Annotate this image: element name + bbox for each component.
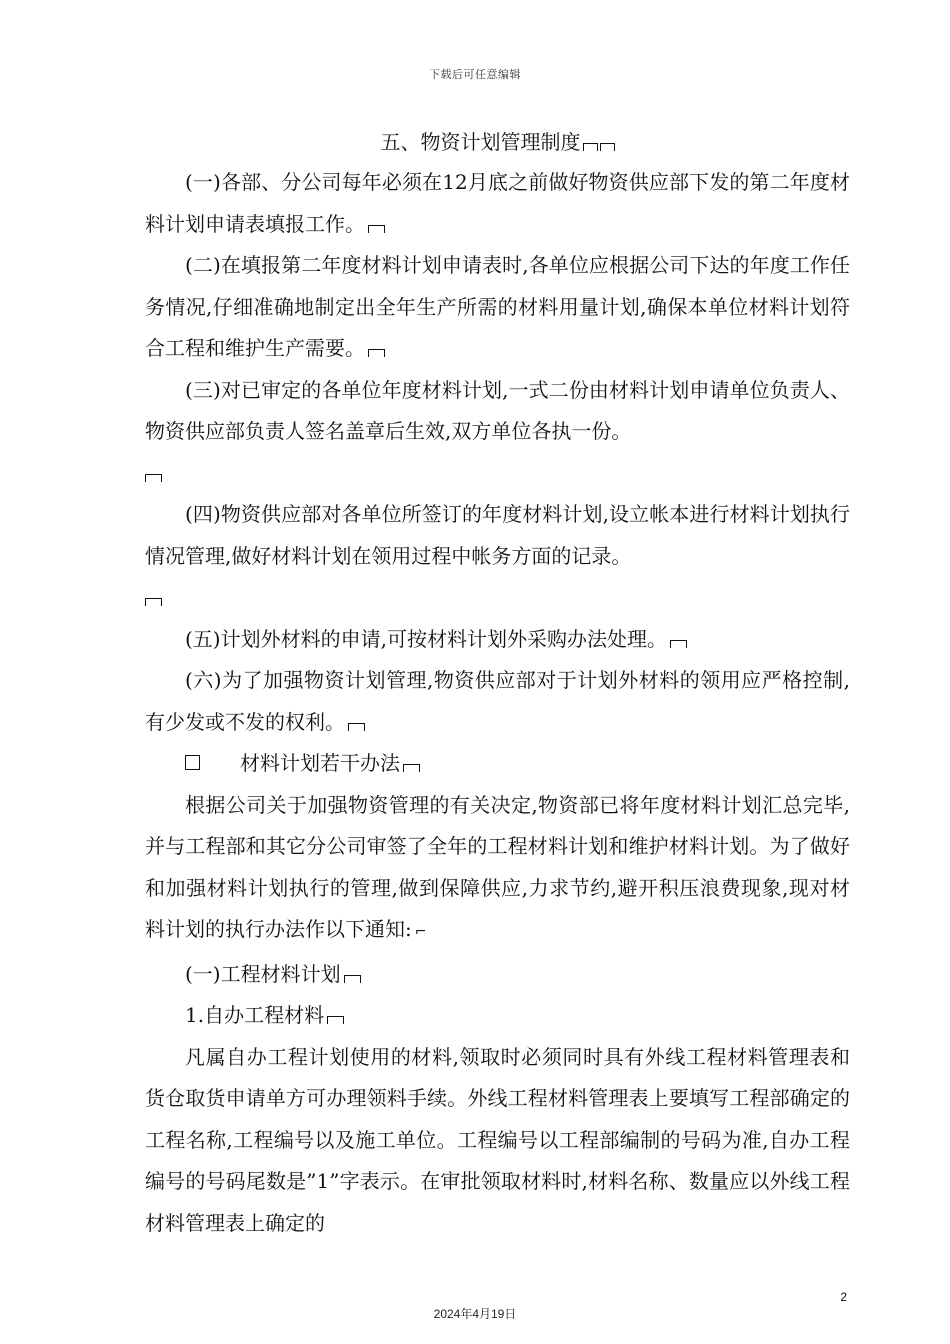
paragraph-item-2: (二)在填报第二年度材料计划申请表时,各单位应根据公司下达的年度工作任务情况,仔细准确地制定出全年生产所需的材料用量计划,确保本单位材料计划符合工程和维护生产需要。 <box>145 253 850 360</box>
paragraph-mark-icon <box>344 975 361 983</box>
paragraph-mark-line <box>145 577 850 619</box>
paragraph-item-4: (四)物资供应部对各单位所签订的年度材料计划,设立帐本进行材料计划执行情况管理,做好材料计划在领用过程中帐务方面的记录。 <box>145 502 850 568</box>
paragraph-item-3: (三)对已审定的各单位年度材料计划,一式二份由材料计划申请单位负责人、物资供应部负责人签名盖章后生效,双方单位各执一份。 <box>145 377 850 443</box>
paragraph-mark-line <box>145 453 850 495</box>
paragraph-mark-icon <box>145 474 162 482</box>
paragraph-self-run-detail: 凡属自办工程计划使用的材料,领取时必须同时具有外线工程材料管理表和货仓取货申请单方可办理领料手续。外线工程材料管理表上要填写工程部确定的工程名称,工程编号以及施工单位。工程编号以工程部编制的号码为准,自办工程编号的号码尾数是”1”字表示。在审批领取材料时,材料名称、数量应以外线工程材料管理表上确定的 <box>145 1044 850 1235</box>
paragraph-mark-icon <box>670 640 687 648</box>
paragraph-mark-icon <box>583 143 598 151</box>
paragraph-mark-icon <box>403 764 420 772</box>
page-number: 2 <box>840 1290 847 1304</box>
document-body <box>145 122 850 1244</box>
paragraph-mark-icon <box>145 598 162 606</box>
paragraph-mark-icon <box>600 143 615 151</box>
paragraph-item-1: (一)各部、分公司每年必须在12月底之前做好物资供应部下发的第二年度材料计划申请表填报工作。 <box>145 170 850 236</box>
paragraph-item-5: (五)计划外材料的申请,可按材料计划外采购办法处理。 <box>145 619 850 661</box>
page-footer-date: 2024年4月19日 <box>433 1307 517 1321</box>
subsection-heading: 材料计划若干办法 <box>145 743 850 785</box>
page-header: 下载后可任意编辑 <box>429 68 521 81</box>
paragraph-self-run: 1.自办工程材料 <box>145 995 850 1037</box>
checkbox-square-icon <box>185 755 200 770</box>
paragraph-item-6: (六)为了加强物资计划管理,物资供应部对于计划外材料的领用应严格控制,有少发或不发的权利。 <box>145 668 850 734</box>
section-title-text: 五、物资计划管理制度 <box>380 130 581 154</box>
section-title <box>145 122 850 162</box>
paragraph-mark-icon <box>348 723 365 731</box>
paragraph-mark-icon <box>368 349 385 357</box>
paragraph-mark-icon <box>327 1016 344 1024</box>
paragraph-engineering-plan: (一)工程材料计划 <box>145 954 850 996</box>
line-break-mark-icon: ⌐ <box>414 924 427 940</box>
paragraph-mark-icon <box>368 225 385 233</box>
paragraph-notice: 根据公司关于加强物资管理的有关决定,物资部已将年度材料计划汇总完毕,并与工程部和其它分公司审签了全年的工程材料计划和维护材料计划。为了做好和加强材料计划执行的管理,做到保障供应,力求节约,避开积压浪费现象,现对材料计划的执行办法作以下通知: ⌐ <box>145 792 850 941</box>
